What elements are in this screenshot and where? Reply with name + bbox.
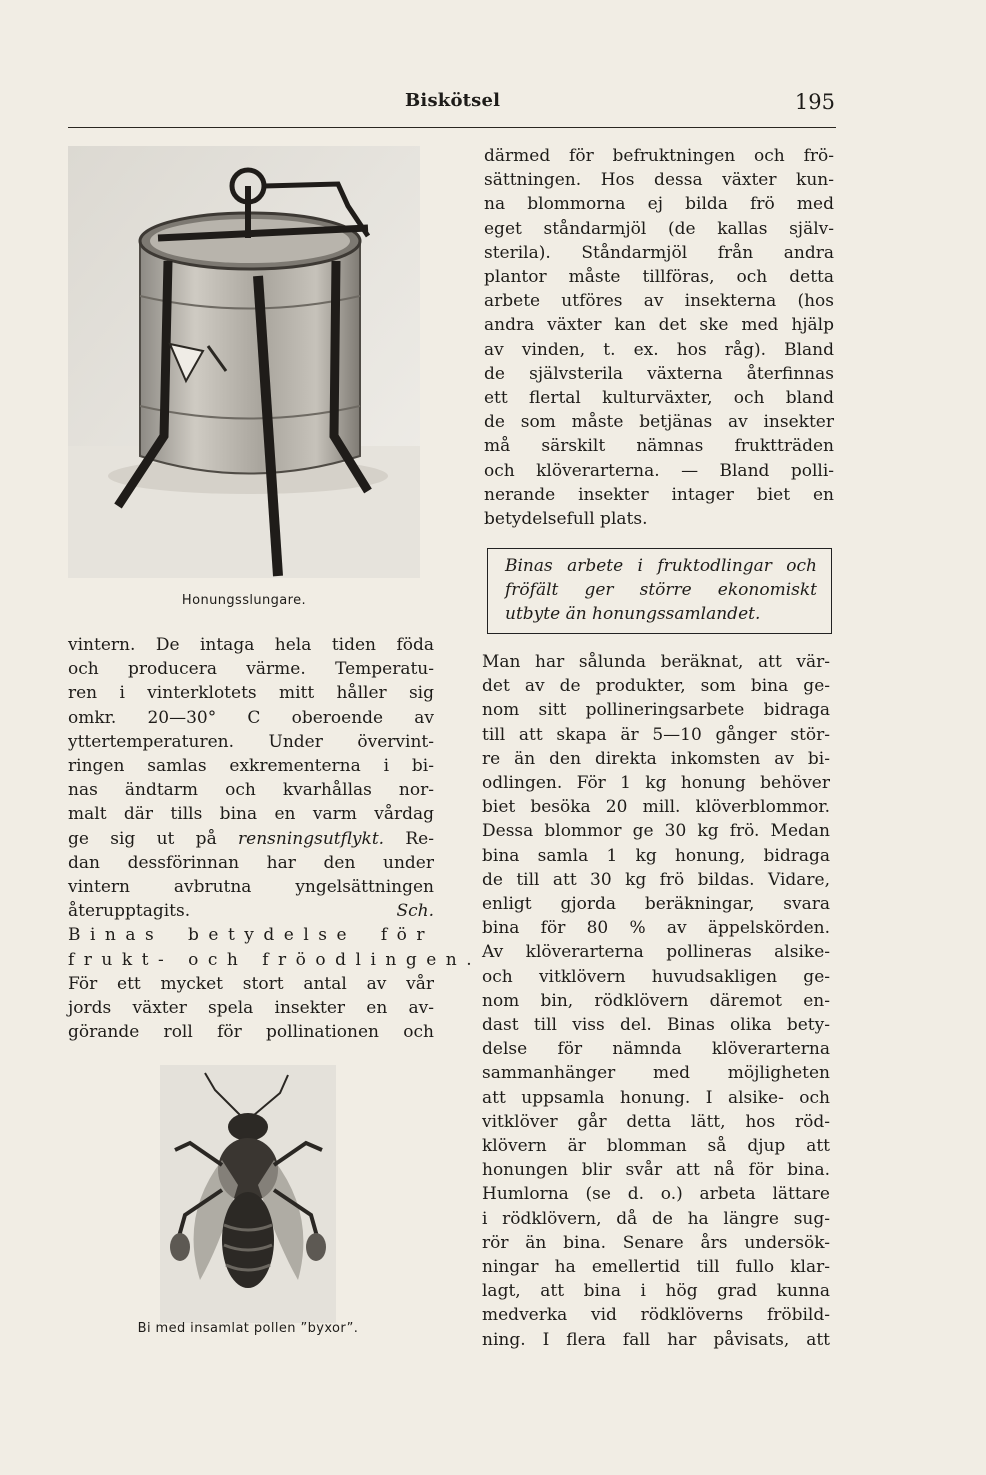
left-column [68, 633, 482, 1044]
text-line: jords växter spela insekter en av- [68, 998, 434, 1019]
text-fragment: Re- [384, 828, 434, 849]
text-line: de som måste betjänas av insekter [484, 412, 834, 433]
bee-image [160, 1065, 336, 1323]
author-signature: Sch. [396, 901, 434, 922]
text-line: vintern. De intaga hela tiden föda [68, 635, 434, 655]
box-rule [831, 548, 832, 634]
text-line: yttertemperaturen. Under övervint- [68, 731, 434, 752]
text-line: enligt gjorda beräkningar, svara [482, 894, 830, 915]
text-line: Av klöverarterna pollineras alsike- [482, 942, 830, 963]
text-line: av vinden, t. ex. hos råg). Bland [484, 339, 834, 360]
italic-term: rensningsutflykt. [238, 828, 385, 849]
text-line: Dessa blommor ge 30 kg frö. Medan [482, 821, 830, 842]
text-line: rör än bina. Senare års undersök- [482, 1232, 830, 1253]
text-line: plantor måste tillföras, och detta [484, 267, 834, 288]
extractor-caption: Honungsslungare. [181, 593, 307, 608]
text-line: och vitklövern huvudsakligen ge- [482, 966, 830, 987]
text-line: Humlorna (se d. o.) arbeta lättare [482, 1184, 830, 1205]
honey-extractor-image [68, 146, 420, 578]
right-column-bottom [482, 650, 830, 1352]
text-line: sterila). Ståndarmjöl från andra [484, 242, 834, 263]
text-line: honungen blir svår att nå för bina. [482, 1160, 830, 1181]
text-line: dan dessförinnan har den under [68, 852, 434, 873]
text-line: För ett mycket stort antal av vår [68, 973, 434, 994]
text-line: görande roll för pollinationen och [68, 1022, 434, 1043]
text-line: nom sitt pollineringsarbete bidraga [482, 700, 830, 721]
text-line: må särskilt nämnas fruktträden [484, 436, 834, 457]
text-line: bina samla 1 kg honung, bidraga [482, 845, 830, 866]
text-line: de till att 30 kg frö bildas. Vidare, [482, 869, 830, 890]
text-line: andra växter kan det ske med hjälp [484, 315, 834, 336]
text-line: ning. I flera fall har påvisats, att [482, 1329, 830, 1350]
text-line: nerande insekter intager biet en [484, 484, 834, 505]
running-head [405, 90, 835, 120]
text-line: därmed för befruktningen och frö- [484, 146, 834, 166]
text-line: na blommorna ej bilda frö med [484, 194, 834, 215]
bee-caption: Bi med insamlat pollen ”byxor”. [137, 1321, 359, 1336]
text-line: sammanhänger med möjligheten [482, 1063, 830, 1084]
text-line: arbete utföres av insekterna (hos [484, 291, 834, 312]
pull-quote-box [487, 548, 832, 652]
text-line: lagt, att bina i hög grad kunna [482, 1281, 830, 1302]
text-line: ringen samlas exkrementerna i bi- [68, 756, 434, 777]
text-line: de självsterila växterna återfinnas [484, 363, 834, 384]
text-line: odlingen. För 1 kg honung behöver [482, 773, 830, 794]
text-fragment: återupptagits. [68, 901, 191, 922]
box-rule [487, 633, 832, 634]
text-fragment: ge sig ut på [68, 828, 239, 849]
text-line: re än den direkta inkomsten av bi- [482, 748, 830, 769]
text-line: ningar ha emellertid till fullo klar- [482, 1257, 830, 1278]
text-line: nas ändtarm och kvarhållas nor- [68, 780, 434, 801]
right-column-top [484, 144, 834, 531]
box-rule [487, 548, 488, 634]
text-line: att uppsamla honung. I alsike- och [482, 1087, 830, 1108]
text-line: det av de produkter, som bina ge- [482, 676, 830, 697]
text-line: Man har sålunda beräknat, att vär- [482, 652, 830, 672]
header-rule [68, 127, 836, 128]
text-line: nom bin, rödklövern däremot en- [482, 990, 830, 1011]
text-line: bina för 80 % av äppelskörden. [482, 918, 830, 939]
text-line: sättningen. Hos dessa växter kun- [484, 170, 834, 191]
section-heading: frukt- och fröodlingen. [68, 949, 482, 970]
text-line: omkr. 20—30° C oberoende av [68, 707, 434, 728]
text-line: och producera värme. Temperatu- [68, 659, 434, 680]
text-line: medverka vid rödklöverns fröbild- [482, 1305, 830, 1326]
text-line: ett flertal kulturväxter, och bland [484, 388, 834, 409]
text-line: dast till viss del. Binas olika bety- [482, 1015, 830, 1036]
text-line: malt där tills bina en varm vårdag [68, 804, 434, 825]
text-line [68, 899, 434, 923]
text-line: biet besöka 20 mill. klöverblommor. [482, 797, 830, 818]
text-line: betydelsefull plats. [484, 509, 648, 530]
text-line: fröfält ger större ekonomiskt [505, 580, 817, 600]
honey-extractor-photo [68, 146, 420, 578]
text-line [68, 827, 434, 851]
page-number: 195 [794, 90, 835, 114]
box-rule [487, 548, 832, 549]
text-line: och klöverarterna. — Bland polli- [484, 460, 834, 481]
running-title: Biskötsel [405, 90, 501, 111]
text-line: vitklöver går detta lätt, hos röd- [482, 1111, 830, 1132]
text-line: utbyte än honungssamlandet. [505, 604, 761, 624]
text-line: delse för nämnda klöverarterna [482, 1039, 830, 1060]
text-line: klövern är blomman så djup att [482, 1136, 830, 1157]
text-line: ren i vinterklotets mitt håller sig [68, 683, 434, 704]
text-line: Binas arbete i fruktodlingar och [505, 556, 817, 576]
text-line: i rödklövern, då de ha längre sug- [482, 1208, 830, 1229]
text-line: vintern avbrutna yngelsättningen [68, 877, 434, 898]
text-line: eget ståndarmjöl (de kallas själv- [484, 218, 834, 239]
section-heading: Binas betydelse för [68, 925, 434, 946]
text-line: till att skapa är 5—10 gånger stör- [482, 724, 830, 745]
bee-photo [160, 1065, 336, 1323]
pull-quote [505, 554, 817, 626]
